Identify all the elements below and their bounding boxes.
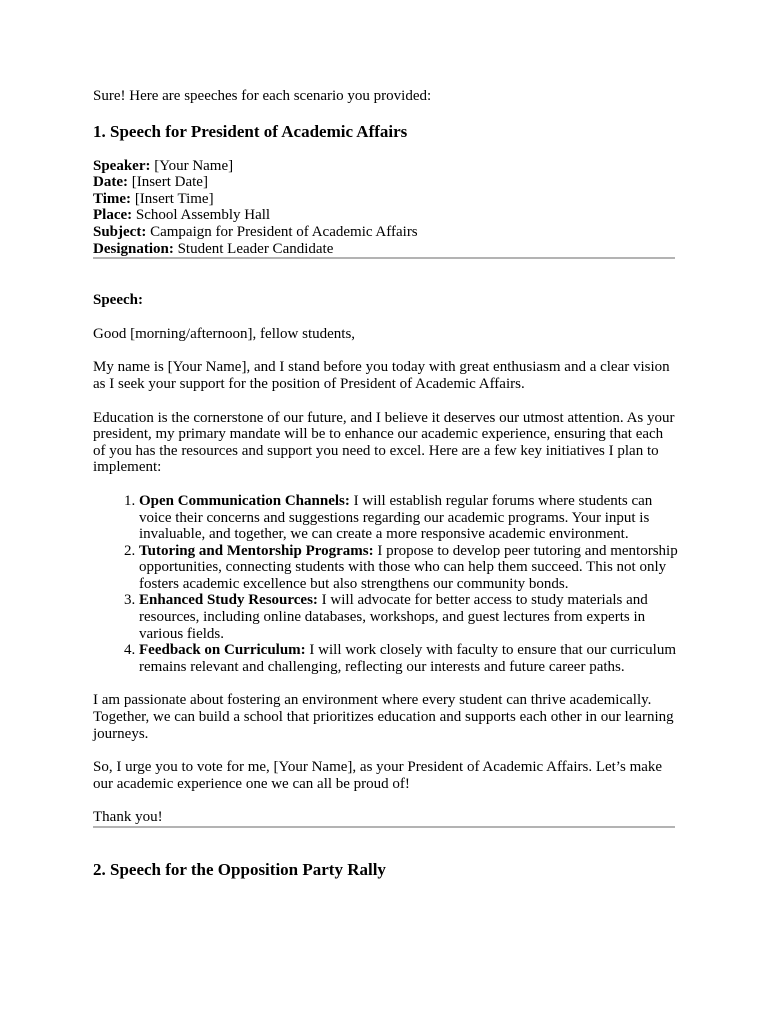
section-1-heading: 1. Speech for President of Academic Affairs: [93, 121, 408, 141]
meta-designation-value: Student Leader Candidate: [173, 240, 334, 257]
initiative-text: I will work closely with faculty to ensure that our curriculum remains relevant and challenging, reflecting our interests and future career paths.: [139, 642, 676, 675]
meta-time: [93, 191, 678, 208]
meta-subject: [93, 224, 678, 241]
section-2-heading: 2. Speech for the Opposition Party Rally: [93, 860, 386, 879]
initiative-text: I propose to develop peer tutoring and mentorship opportunities, connecting students with those who can help them succeed. This not only fosters academic excellence but also strengthens our community bonds.: [139, 542, 678, 592]
speech-meta: [93, 158, 678, 258]
speech-paragraph: I am passionate about fostering an environment where every student can thrive academically. Together, we can build a school that prioritizes education and supports each other in our learning journeys.: [93, 692, 674, 742]
initiatives-list: [93, 493, 678, 676]
list-item: [139, 642, 678, 675]
list-item: [139, 493, 678, 543]
list-item: [139, 592, 678, 642]
initiative-title: Tutoring and Mentorship Programs:: [139, 542, 374, 559]
meta-speaker: [93, 158, 678, 175]
horizontal-rule: [93, 826, 675, 828]
meta-place-value: School Assembly Hall: [132, 207, 271, 224]
meta-subject-label: Subject:: [93, 223, 147, 240]
meta-subject-value: Campaign for President of Academic Affairs: [146, 223, 418, 240]
meta-designation-label: Designation:: [93, 240, 174, 257]
meta-designation: [93, 241, 678, 258]
speech-closing: Thank you!: [93, 809, 163, 826]
meta-time-label: Time:: [93, 190, 132, 207]
initiative-text: I will advocate for better access to study materials and resources, including online databases, workshops, and guest lectures from experts in various fields.: [139, 592, 648, 642]
speech-paragraph: Education is the cornerstone of our future, and I believe it deserves our utmost attention. As your president, my primary mandate will be to enhance our academic experience, ensuring that each of you has the resources and support you need to excel. Here are a few key initiatives I plan to implement:: [93, 409, 675, 476]
meta-date-label: Date:: [93, 174, 128, 191]
horizontal-rule: [93, 257, 675, 259]
speech-greeting: Good [morning/afternoon], fellow students,: [93, 325, 356, 342]
meta-date-value: [Insert Date]: [127, 174, 208, 191]
speech-paragraph: My name is [Your Name], and I stand before you today with great enthusiasm and a clear vision as I seek your support for the position of President of Academic Affairs.: [93, 359, 670, 392]
meta-place: [93, 207, 678, 224]
initiative-title: Open Communication Channels:: [139, 492, 350, 509]
initiative-text: I will establish regular forums where students can voice their concerns and suggestions regarding our academic programs. Your input is invaluable, and together, we can create a more responsive academic environment.: [139, 492, 653, 543]
meta-date: [93, 174, 678, 191]
speech-paragraph: So, I urge you to vote for me, [Your Name], as your President of Academic Affairs. Let’s make our academic experience one we can all be proud of!: [93, 759, 663, 792]
meta-time-value: [Insert Time]: [131, 190, 214, 207]
meta-speaker-label: Speaker:: [93, 157, 151, 174]
list-item: [139, 543, 678, 593]
meta-place-label: Place:: [93, 207, 133, 224]
initiative-title: Feedback on Curriculum:: [139, 642, 306, 659]
initiative-title: Enhanced Study Resources:: [139, 592, 318, 609]
speech-label: Speech:: [93, 292, 143, 309]
meta-speaker-value: [Your Name]: [150, 157, 234, 174]
document-content: [93, 88, 678, 880]
intro-text: Sure! Here are speeches for each scenario you provided:: [93, 88, 432, 104]
